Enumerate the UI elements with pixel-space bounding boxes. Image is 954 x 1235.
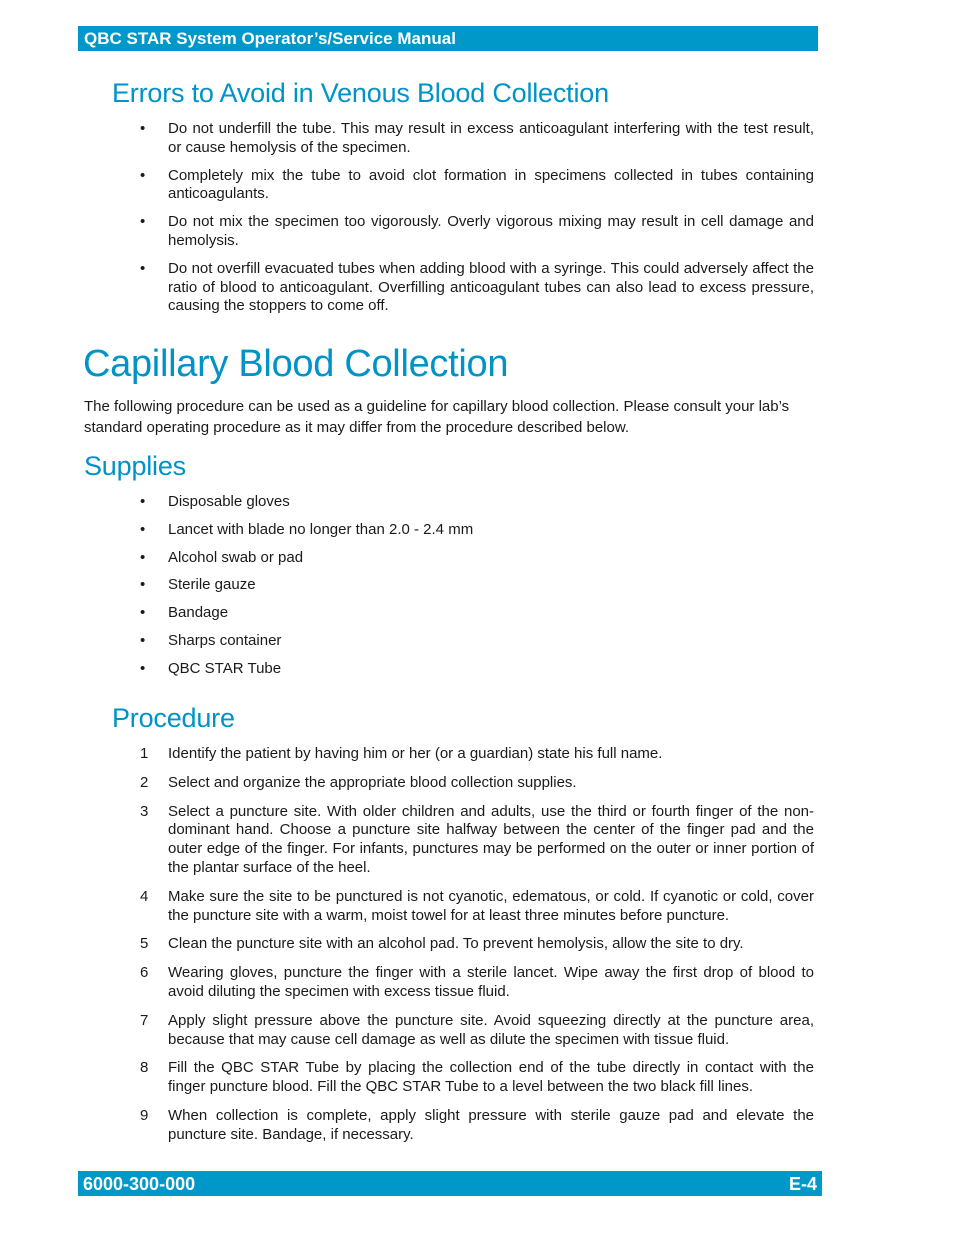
bullet-icon: •	[140, 631, 146, 649]
list-item: • Do not overfill evacuated tubes when adding blood with a syringe. This could adversely affect the ratio of blood to anticoagulant. Overfilling anticoagulant tubes can also lead to excess pressure, causing the stoppers to come off.	[140, 259, 814, 315]
supplies-heading: Supplies	[84, 451, 186, 481]
list-item: • Do not underfill the tube. This may result in excess anticoagulant interfering with the test result, or cause hemolysis of the specimen.	[140, 120, 814, 156]
manual-title: QBC STAR System Operator’s/Service Manual	[84, 29, 456, 48]
list-item	[140, 935, 814, 954]
list-item	[140, 803, 814, 878]
errors-list	[140, 120, 814, 316]
step-number: 9	[140, 1106, 149, 1124]
list-item: • Sterile gauze	[140, 576, 256, 594]
step-number: 7	[140, 1011, 149, 1029]
list-item: • Do not mix the specimen too vigorously. Overly vigorous mixing may result in cell damage and hemolysis.	[140, 213, 814, 249]
step-number: 2	[140, 773, 149, 791]
step-number: 5	[140, 935, 149, 953]
step-number: 3	[140, 802, 149, 820]
list-item	[140, 774, 814, 793]
procedure-steps	[140, 745, 814, 1145]
procedure-heading: Procedure	[112, 703, 235, 733]
list-item	[140, 1059, 814, 1097]
bullet-icon: •	[140, 166, 146, 184]
step-text: Wearing gloves, puncture the finger with a sterile lancet. Wipe away the first drop of blood to avoid diluting the specimen with excess tissue fluid.	[168, 964, 814, 1000]
list-item: • Alcohol swab or pad	[140, 548, 304, 566]
list-item	[140, 964, 814, 1002]
bullet-icon: •	[140, 659, 146, 677]
list-item: • QBC STAR Tube	[140, 659, 282, 677]
intro-paragraph: The following procedure can be used as a guideline for capillary blood collection. Please consult your lab’s standard operating procedure as it may differ from the procedure described below.	[84, 398, 790, 436]
page-number: E-4	[788, 1174, 817, 1194]
bullet-icon: •	[140, 259, 146, 277]
list-item: • Lancet with blade no longer than 2.0 - 2.4 mm	[140, 520, 474, 538]
step-text: Clean the puncture site with an alcohol pad. To prevent hemolysis, allow the site to dry.	[168, 935, 744, 953]
errors-heading: Errors to Avoid in Venous Blood Collection	[112, 78, 609, 108]
bullet-icon: •	[140, 604, 146, 622]
page-title: Capillary Blood Collection	[83, 343, 509, 385]
header-bar	[78, 26, 818, 51]
step-text: Select and organize the appropriate blood collection supplies.	[168, 773, 577, 791]
step-number: 4	[140, 887, 149, 905]
bullet-icon: •	[140, 548, 146, 566]
step-text: Apply slight pressure above the puncture site. Avoid squeezing directly at the puncture area, because that may cause cell damage as well as dilute the specimen with tissue fluid.	[168, 1011, 814, 1048]
supplies-list	[140, 493, 814, 679]
list-item	[140, 888, 814, 926]
list-item: • Completely mix the tube to avoid clot formation in specimens collected in tubes containing anticoagulants.	[140, 166, 814, 203]
step-text: Select a puncture site. With older children and adults, use the third or fourth finger of the non-dominant hand. Choose a puncture site halfway between the center of the finger pad and the outer edge of the finger. For infants, punctures may be performed on the outer or inner portion of the plantar surface of the heel.	[168, 802, 814, 876]
list-item: • Bandage	[140, 604, 229, 622]
step-number: 1	[140, 745, 149, 762]
bullet-icon: •	[140, 576, 146, 594]
bullet-icon: •	[140, 120, 146, 137]
step-text: When collection is complete, apply slight pressure with sterile gauze pad and elevate the puncture site. Bandage, if necessary.	[168, 1106, 814, 1143]
list-item	[140, 745, 814, 764]
step-number: 6	[140, 964, 149, 982]
step-text: Make sure the site to be punctured is not cyanotic, edematous, or cold. If cyanotic or cold, cover the puncture site with a warm, moist towel for at least three minutes before puncture.	[168, 887, 814, 924]
list-item: • Sharps container	[140, 631, 282, 649]
bullet-icon: •	[140, 493, 146, 510]
footer-bar	[78, 1171, 822, 1196]
list-item	[140, 1012, 814, 1050]
list-item	[140, 1107, 814, 1145]
step-number: 8	[140, 1059, 149, 1077]
step-text: Fill the QBC STAR Tube by placing the collection end of the tube directly in contact with the finger puncture blood. Fill the QBC STAR Tube to a level between the two black fill lines.	[168, 1059, 814, 1096]
document-number: 6000-300-000	[83, 1174, 196, 1194]
list-item: • Disposable gloves	[140, 493, 290, 510]
step-text: Identify the patient by having him or her (or a guardian) state his full name.	[168, 745, 663, 762]
bullet-icon: •	[140, 520, 146, 538]
bullet-icon: •	[140, 213, 146, 231]
